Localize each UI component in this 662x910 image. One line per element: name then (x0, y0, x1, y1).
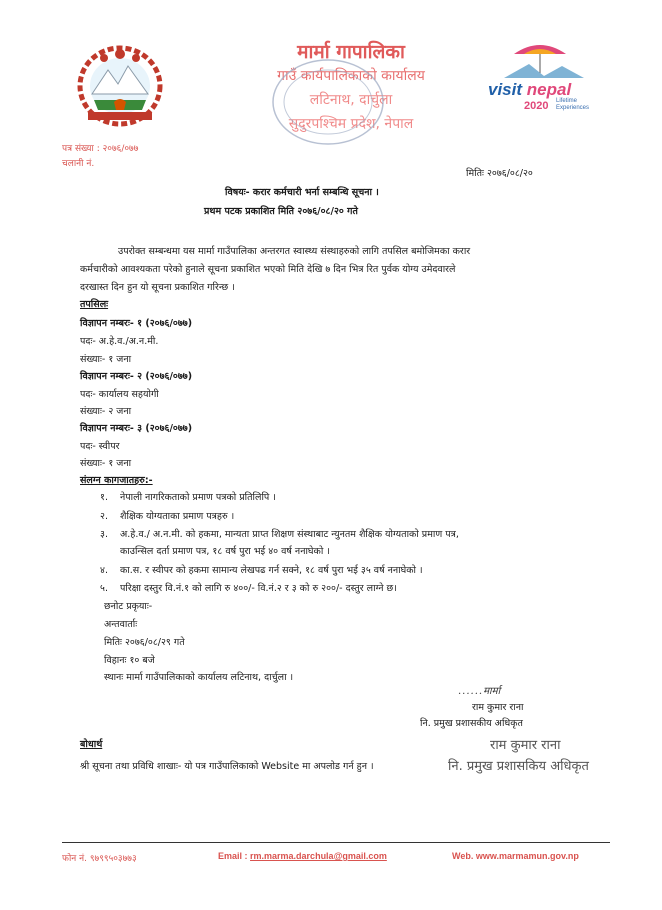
vacancy-count: संख्याः- १ जना (80, 354, 132, 365)
signature-scribble: ......मार्मा (458, 686, 501, 697)
subject-line: विषयः- करार कर्मचारी भर्ना सम्बन्धि सूचना । (225, 187, 379, 198)
province-name: सुदुरपश्चिम प्रदेश, नेपाल (288, 116, 414, 132)
logo-year: 2020 (524, 100, 549, 112)
office-stamp (268, 56, 388, 148)
interview-label: अन्तवार्ताः (104, 619, 138, 630)
footer-phone: फोन नं. ९७९९५०३७७३ (62, 854, 137, 864)
footer-website[interactable]: Web. www.marmamun.gov.np (452, 851, 579, 861)
vacancy-number: विज्ञापन नम्बरः- ३ (२०७६/०७७) (80, 423, 193, 434)
logo-nepal-text: nepal (526, 80, 572, 99)
footer-divider (62, 842, 610, 843)
letter-date: मितिः २०७६/०८/२० (466, 168, 533, 179)
document-item: ४. का.स. र स्वीपर को हकमा सामान्य लेखपढ गर्न सक्ने, १८ वर्ष पुरा भई ३५ वर्ष ननाघेको । (100, 565, 423, 576)
letter-number: पत्र संख्या : २०७६/०७७ (62, 144, 139, 154)
document-item: १. नेपाली नागरिकताको प्रमाण पत्रको प्रतिलिपि । (100, 492, 276, 503)
cc-heading: बोधार्थ (80, 739, 103, 750)
office-location: लटिनाथ, दार्चुला (309, 92, 393, 108)
signatory-name: राम कुमार राना (472, 702, 524, 713)
vacancy-number: विज्ञापन नम्बरः- २ (२०७६/०७७) (80, 371, 193, 382)
vacancy-count: संख्याः- २ जना (80, 406, 132, 417)
vacancy-number: विज्ञापन नम्बरः- १ (२०७६/०७७) (80, 318, 193, 329)
selection-heading: छनोट प्रकृयाः- (104, 601, 153, 612)
interview-date: मितिः २०७६/०८/२९ गते (104, 637, 185, 648)
intro-line-2: कर्मचारीको आवश्यकता परेको हुनाले सूचना प्रकाशित भएको मिति देखि ७ दिन भित्र रित पुर्वक योग्य उमेदवारले (80, 264, 456, 275)
interview-time: विहानः १० बजे (104, 655, 155, 666)
logo-visit-text: visit (488, 80, 523, 99)
first-published-line: प्रथम पटक प्रकाशित मिति २०७६/०८/२० गते (204, 206, 358, 217)
footer-email: Email : rm.marma.darchula@gmail.com (218, 851, 387, 861)
document-item: ३. अ.हे.व./ अ.न.मी. को हकमा, मान्यता प्राप्त शिक्षण संस्थाबाट न्युनतम शैक्षिक योग्यताको प्रमाण पत्र, (100, 529, 459, 540)
intro-line-3: दरखास्त दिन हुन यो सूचना प्रकाशित गरिन्छ । (80, 282, 235, 293)
vacancy-post: पदः- कार्यालय सहयोगी (80, 389, 159, 400)
document-item-continuation: काउन्सिल दर्ता प्रमाण पत्र, १८ वर्ष पुरा भई ४० वर्ष ननाघेको । (120, 546, 330, 557)
email-link[interactable]: rm.marma.darchula@gmail.com (250, 851, 387, 861)
vacancy-count: संख्याः- १ जना (80, 458, 132, 469)
intro-line-1: उपरोक्त सम्बन्धमा यस मार्मा गाउँपालिका अन्तरगत स्वास्थ्य संस्थाहरुको लागि तपसिल बमोजिमका करार (118, 246, 471, 257)
logo-tagline-1: Lifetime (556, 98, 578, 104)
details-heading: तपसिलः (80, 299, 109, 310)
vacancy-post: पदः- अ.हे.व./अ.न.मी. (80, 336, 159, 347)
vacancy-post: पदः- स्वीपर (80, 441, 120, 452)
office-name: गाउँ कार्यपालिकाको कार्यालय (277, 68, 425, 84)
document-item: २. शैक्षिक योग्यताका प्रमाण पत्रहरु । (100, 511, 235, 522)
stamp-signatory-title: नि. प्रमुख प्रशासकिय अधिकृत (448, 759, 589, 774)
interview-place: स्थानः मार्मा गाउँपालिकाको कार्यालय लटिनाथ, दार्चुला । (104, 672, 294, 683)
dispatch-number: चलानी नं. (62, 159, 95, 169)
cc-line: श्री सूचना तथा प्रविधि शाखाः- यो पत्र गाउँपालिकाको Website मा अपलोड गर्न हुन । (80, 761, 374, 772)
visit-nepal-2020-logo (484, 36, 596, 130)
document-item: ५. परिक्षा दस्तुर वि.नं.१ को लागि रु ४००/- वि.नं.२ र ३ को रु २००/- दस्तुर लाग्ने छ। (100, 583, 397, 594)
municipality-name: मार्मा गापालिका (297, 41, 405, 63)
stamp-signatory-name: राम कुमार राना (490, 738, 561, 753)
documents-heading: संलग्न कागजातहरु:- (80, 475, 153, 486)
logo-tagline-2: Experiences (556, 105, 590, 111)
signatory-title: नि. प्रमुख प्रशासकीय अधिकृत (420, 718, 523, 729)
